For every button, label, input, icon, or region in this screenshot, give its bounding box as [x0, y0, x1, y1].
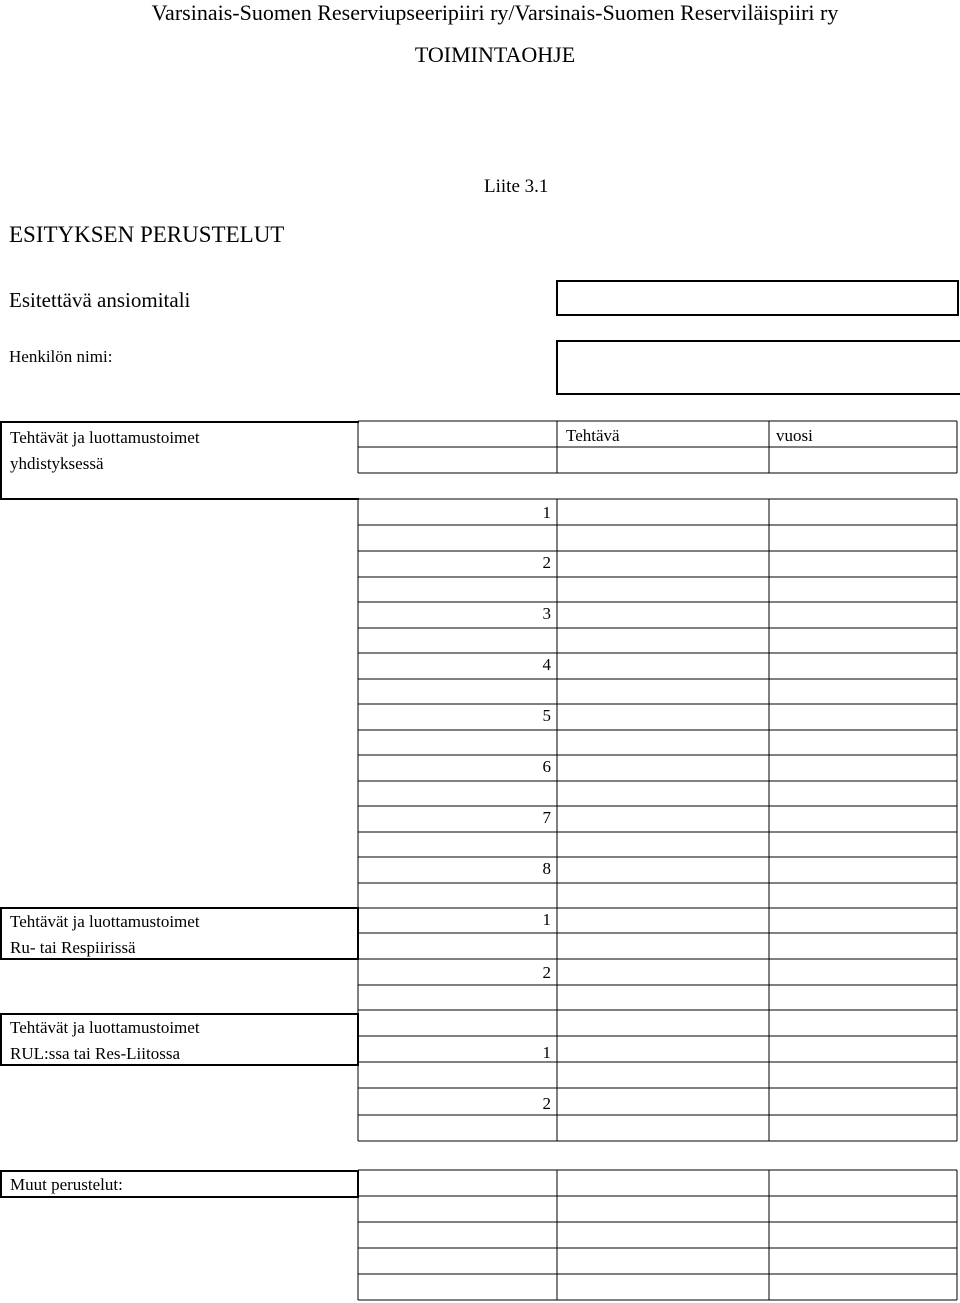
row-number: 2 [542, 1094, 551, 1113]
row-number: 1 [542, 1043, 551, 1062]
other-reasons-label-box [0, 1170, 359, 1198]
person-name-label: Henkilön nimi: [9, 347, 113, 366]
row-number: 8 [542, 859, 551, 878]
section-label-association [0, 421, 359, 500]
section-label-line2: Ru- tai Respiirissä [10, 938, 136, 957]
column-header-task: Tehtävä [566, 426, 620, 445]
row-number: 2 [542, 553, 551, 572]
other-reasons-label: Muut perustelut: [10, 1175, 123, 1194]
row-number: 6 [542, 757, 551, 776]
section-label-union [0, 1013, 359, 1066]
row-number: 4 [542, 655, 551, 674]
appendix-label: Liite 3.1 [484, 176, 549, 197]
row-number: 1 [542, 910, 551, 929]
section-label-line2: RUL:ssa tai Res-Liitossa [10, 1044, 180, 1063]
section-label-line1: Tehtävät ja luottamustoimet [10, 428, 200, 447]
form-heading: ESITYKSEN PERUSTELUT [9, 222, 285, 247]
award-label: Esitettävä ansiomitali [9, 288, 191, 312]
section-label-district [0, 907, 359, 960]
row-number: 1 [542, 503, 551, 522]
section-label-line1: Tehtävät ja luottamustoimet [10, 912, 200, 931]
column-header-year: vuosi [776, 426, 813, 445]
section-label-line2: yhdistyksessä [10, 454, 104, 473]
row-number: 7 [542, 808, 551, 827]
section-label-line1: Tehtävät ja luottamustoimet [10, 1018, 200, 1037]
row-number: 3 [542, 604, 551, 623]
row-number: 2 [542, 963, 551, 982]
document-title: TOIMINTAOHJE [414, 42, 576, 67]
person-name-field[interactable] [556, 340, 960, 395]
row-number: 5 [542, 706, 551, 725]
award-field[interactable] [556, 280, 959, 316]
organization-name: Varsinais-Suomen Reserviupseeripiiri ry/Varsinais-Suomen Reserviläispiiri ry [151, 0, 839, 25]
